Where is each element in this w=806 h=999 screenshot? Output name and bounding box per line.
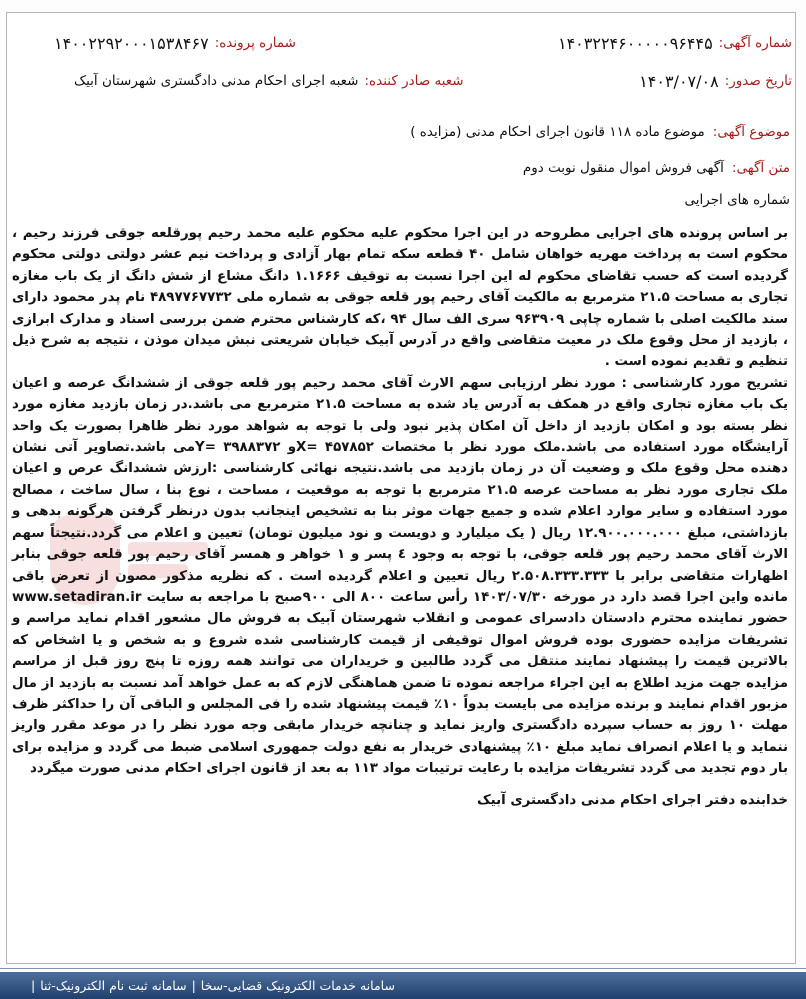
subject-line [14,124,790,140]
footer-bar [0,972,806,999]
case-number-group [54,34,296,53]
footer-link-sana[interactable]: سامانه ثبت نام الکترونیک-ثنا [40,978,187,993]
body-paragraph-1: بر اساس پرونده های اجرایی مطروحه در این اجرا محکوم علیه محکوم علیه محمد رحیم پورقلعه جوقی فرزند رحیم ، محکوم است به پرداخت مهریه خواهان شامل ۴۰ قطعه سکه تمام بهار آزادی و پرداخت نیم عشر دولتی دولتی محکوم گردیده است که حسب تقاضای محکوم له این اجرا نسبت به توقیف ۱.۱۶۶۶ دانگ مشاع از شش دانگ از یک باب مغازه تجاری به مساحت ۲۱.۵ مترمربع به مالکیت آقای رحیم پور قلعه جوقی به شماره ملی ۴۸۹۷۷۶۷۷۳۲ نام پدر محمود دارای سند مالکیت اصلی با شماره چاپی ۹۶۳۹۰۹ سری الف سال ۹۴ ،که کارشناس محترم ضمن بررسی اسناد و مدارک ابرازی ، بازدید از محل وقوع ملک در معیت متقاضی واقع در آدرس آبیک خیابان شریعتی نبش میدان موذن ، نتیجه به شرح ذیل تنظیم و تقدیم نموده است . [12,226,789,370]
issuer-label: شعبه صادر کننده: [364,73,464,89]
text-heading-value: آگهی فروش اموال منقول نوبت دوم [522,160,724,176]
issuer: شعبه اجرای احکام مدنی دادگستری شهرستان آبیک [74,73,359,89]
notice-body [12,223,788,811]
footer-link-sakha[interactable]: سامانه خدمات الکترونیک قضایی-سخا [200,978,395,993]
footer-separator: | [191,978,196,993]
issue-date-group [639,72,792,91]
ad-number-group [558,34,792,53]
issuer-group [74,73,464,89]
ad-number-label: شماره آگهی: [718,35,792,51]
text-heading-label: متن آگهی: [731,160,790,176]
signature: خدابنده دفتر اجرای احکام مدنی دادگستری آبیک [476,792,788,808]
case-number: ۱۴۰۰۲۲۹۲۰۰۰۱۵۳۸۴۶۷ [54,33,209,53]
section-title: شماره های اجرایی [684,192,790,208]
ad-number: ۱۴۰۳۲۲۴۶۰۰۰۰۰۹۶۴۴۵ [557,33,713,53]
footer-separator-end: | [31,978,36,993]
footer-divider [0,968,806,969]
issue-date-label: تاریخ صدور: [724,73,792,89]
subject-value: موضوع ماده ۱۱۸ قانون اجرای احکام مدنی (مزایده ) [410,124,705,140]
case-number-label: شماره پرونده: [214,35,296,51]
issue-date: ۱۴۰۳/۰۷/۰۸ [639,71,719,91]
text-heading-line [14,160,790,176]
section-title-line [14,192,790,208]
body-paragraph-2: تشریح مورد کارشناسی : مورد نظر ارزیابی سهم الارث آقای محمد رحیم پور قلعه جوقی از ششدانگ عرصه و اعیان یک باب مغازه تجاری واقع در همکف به آدرس یاد شده به مساحت ۲۱.۵ مترمربع می باشد.در زمان بازدید مغازه مورد نظر بسته بود و امکان بازدید از داخل آن امکان پذیر نبود ولی با توجه به شواهد مورد نظر ظاهرا بصورت یک واحد آرایشگاه مورد استفاده می باشد.ملک مورد نظر با مختصات ۴۵۷۸۵۲ =Xو ۳۹۸۸۳۷۲ =Yمی باشد.تصاویر آتی نشان دهنده محل وقوع ملک و وضعیت آن در زمان بازدید می باشد.نتیجه نهائی کارشناسی :ارزش ششدانگ عرص و اعیان ملک تجاری مورد نظر به مساحت عرصه ۲۱.۵ مترمربع با توجه به موقعیت ، مساحت ، نوع بنا ، سال ساخت ، مصالح مورد استفاده و سایر موارد اعلام شده و جمیع جهات موثر بنا به تشخیص اینجانب بدون درنظر گرفتن هرگونه بدهی و بازداشتی، مبلغ ۱۲.۹۰۰.۰۰۰.۰۰۰ ریال ( یک میلیارد و دویست و نود میلیون تومان) تعیین و اعلام می گردد.نتیجتاً سهم الارث آقای محمد رحیم پور قلعه جوقی، با توجه به وجود ٤ پسر و ۱ خواهر و همسر آقای رحیم پور قلعه جوقی بنابر اظهارات متقاضی برابر با ۲.۵۰۸.۳۳۳.۳۳۳ ریال تعیین و اعلام گردیده است . که نظریه مذکور مصون از تعرض باقی مانده واین اجرا قصد دارد در مورخه ۱۴۰۳/۰۷/۳۰ رأس ساعت ۸۰۰ الی ۹۰۰صبح با مراجعه به سایت www.setadiran.ir حضور نماینده محترم دادستان دادسرای عمومی و انقلاب شهرستان آبیک به فروش مال مشعور اقدام نماید مراسم و تشریفات مزایده حضوری بوده فروش اموال توقیفی از قیمت کارشناسی شده شروع و به شخص و یا اشخاص که بالاترین قیمت را پیشنهاد نمایند منتقل می گردد طالبین و خریداران می توانند همه روزه تا پنج روز قبل از مراسم مزایده جهت مزید اطلاع به این اجراء مراجعه نموده تا ضمن هماهنگی لازم که به عمل خواهد آمد نسبت به بازدید از مال مزبور اقدام نمایند و برنده مزایده می بایست بدواً ۱۰٪ قیمت پیشنهاد شده را فی المجلس و الباقی آن را حداکثر ظرف مهلت ۱۰ روز به حساب سپرده دادگستری واریز نماید و چنانچه خریدار مابقی وجه مورد نظر را در موعد مقرر واریز ننماید و یا اعلام انصراف نماید مبلغ ۱۰٪ پیشنهادی خریدار به نفع دولت جمهوری اسلامی ضبط می گردد و مزایده برای بار دوم تجدید می گردد تشریفات مزایده با رعایت ترتیبات مواد ۱۱۳ به بعد از قانون اجرای احکام مدنی صورت میگردد [12,375,789,777]
subject-label: موضوع آگهی: [712,124,790,140]
header-row-2 [14,68,792,94]
header-row-1 [14,30,792,56]
